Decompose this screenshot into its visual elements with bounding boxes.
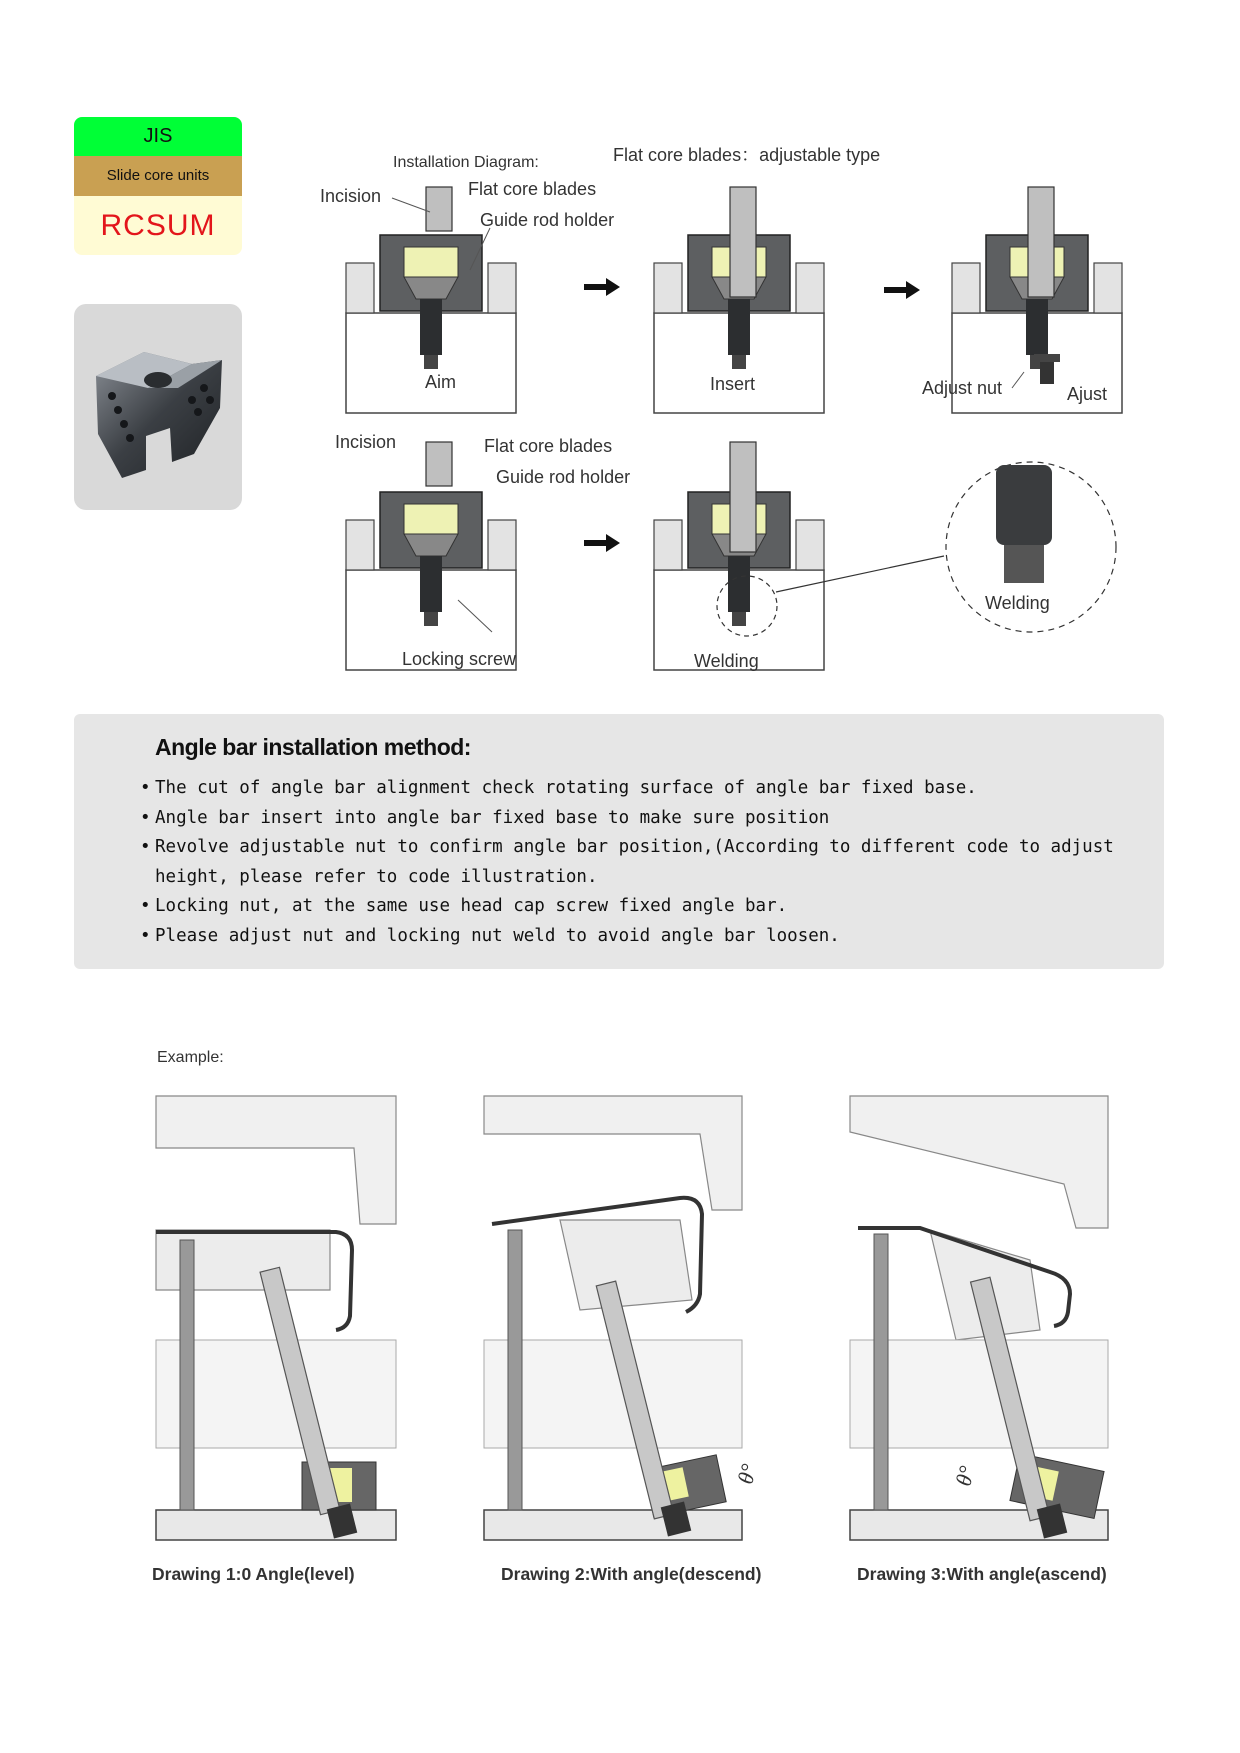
label-guide-rod-holder-2: Guide rod holder	[496, 467, 631, 487]
method-item: • Angle bar insert into angle bar fixed base to make sure position	[140, 804, 1140, 834]
label-aim: Aim	[425, 372, 456, 392]
label-flat-core-blades-1: Flat core blades	[468, 179, 597, 199]
arrow-right-icon	[884, 281, 920, 299]
flat-core-blade-1	[426, 187, 452, 231]
installation-method-panel	[74, 714, 1164, 969]
method-list	[140, 774, 1140, 951]
theta-label: θ°	[732, 1461, 762, 1487]
installation-diagram	[0, 0, 1240, 700]
label-incision-1: Incision	[320, 186, 382, 206]
arrow-right-icon	[584, 534, 620, 552]
drawing-3-caption: Drawing 3:With angle(ascend)	[857, 1564, 1107, 1584]
method-title: Angle bar installation method:	[155, 734, 471, 760]
label-welding: Welding	[694, 651, 759, 671]
label-adjust-nut: Adjust nut	[922, 378, 1003, 398]
welding-detail-bolt	[996, 465, 1052, 545]
drawing-1	[156, 1096, 396, 1540]
standard-label: JIS	[74, 117, 242, 156]
category-label: Slide core units	[74, 156, 242, 196]
label-guide-rod-holder-1: Guide rod holder	[480, 210, 615, 230]
label-insert: Insert	[710, 374, 756, 394]
diagram-type-title: Flat core blades：adjustable type	[613, 145, 881, 165]
drawing-1-caption: Drawing 1:0 Angle(level)	[152, 1564, 355, 1584]
method-item: • The cut of angle bar alignment check rotating surface of angle bar fixed base.	[140, 774, 1140, 804]
label-ajust: Ajust	[1067, 384, 1108, 404]
label-welding-detail: Welding	[985, 593, 1050, 613]
example-label: Example:	[157, 1049, 224, 1066]
example-drawings	[0, 1080, 1240, 1560]
drawing-2-caption: Drawing 2:With angle(descend)	[501, 1564, 762, 1584]
theta-label: θ°	[950, 1463, 980, 1489]
method-item: • Locking nut, at the same use head cap screw fixed angle bar.	[140, 892, 1140, 922]
drawing-3	[850, 1096, 1108, 1540]
method-item: • Please adjust nut and locking nut weld to avoid angle bar loosen.	[140, 922, 1140, 952]
label-flat-core-blades-2: Flat core blades	[484, 436, 613, 456]
label-locking-screw: Locking screw	[402, 649, 517, 669]
label-incision-2: Incision	[335, 432, 397, 452]
arrow-right-icon	[584, 278, 620, 296]
drawing-2	[484, 1096, 762, 1540]
product-code: RCSUM	[74, 196, 242, 255]
method-item: • Revolve adjustable nut to confirm angle bar position,(According to different code to adjust height, please refer to code illustration.	[140, 833, 1140, 892]
installation-diagram-title: Installation Diagram:	[393, 154, 539, 171]
